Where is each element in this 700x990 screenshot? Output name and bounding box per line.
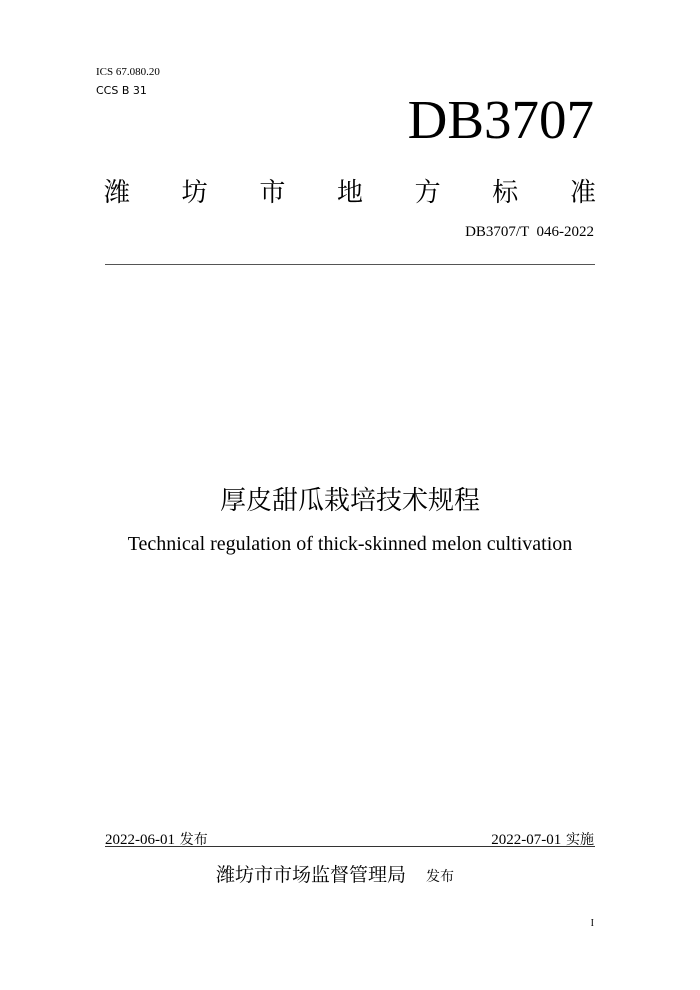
publisher-block <box>216 860 454 887</box>
standard-char: 标 <box>492 178 519 208</box>
bottom-divider <box>105 846 595 847</box>
standard-char: 方 <box>414 178 441 208</box>
standard-char: 地 <box>336 178 363 208</box>
top-divider <box>105 264 595 265</box>
ics-code: ICS 67.080.20 <box>96 66 160 78</box>
issue-date: 2022-06-01 <box>105 832 175 848</box>
implement-date: 2022-07-01 <box>491 832 562 848</box>
standard-type-heading <box>104 180 596 206</box>
publisher-name: 潍坊市市场监督管理局 <box>216 864 407 886</box>
publisher-word: 发布 <box>426 869 455 885</box>
standard-char: 潍 <box>104 178 131 208</box>
title-chinese: 厚皮甜瓜栽培技术规程 <box>219 486 480 516</box>
standard-char: 坊 <box>181 178 208 208</box>
ccs-code: CCS B 31 <box>96 84 147 97</box>
implement-word: 实施 <box>566 832 594 848</box>
db-code: DB3707 <box>407 89 594 150</box>
standard-char: 准 <box>569 178 596 208</box>
page-number: I <box>590 918 594 929</box>
standard-number: DB3707/T 046-2022 <box>465 224 594 240</box>
title-english: Technical regulation of thick-skinned melon cultivation <box>127 533 573 555</box>
issue-word: 发布 <box>179 832 208 848</box>
standard-char: 市 <box>259 178 286 208</box>
